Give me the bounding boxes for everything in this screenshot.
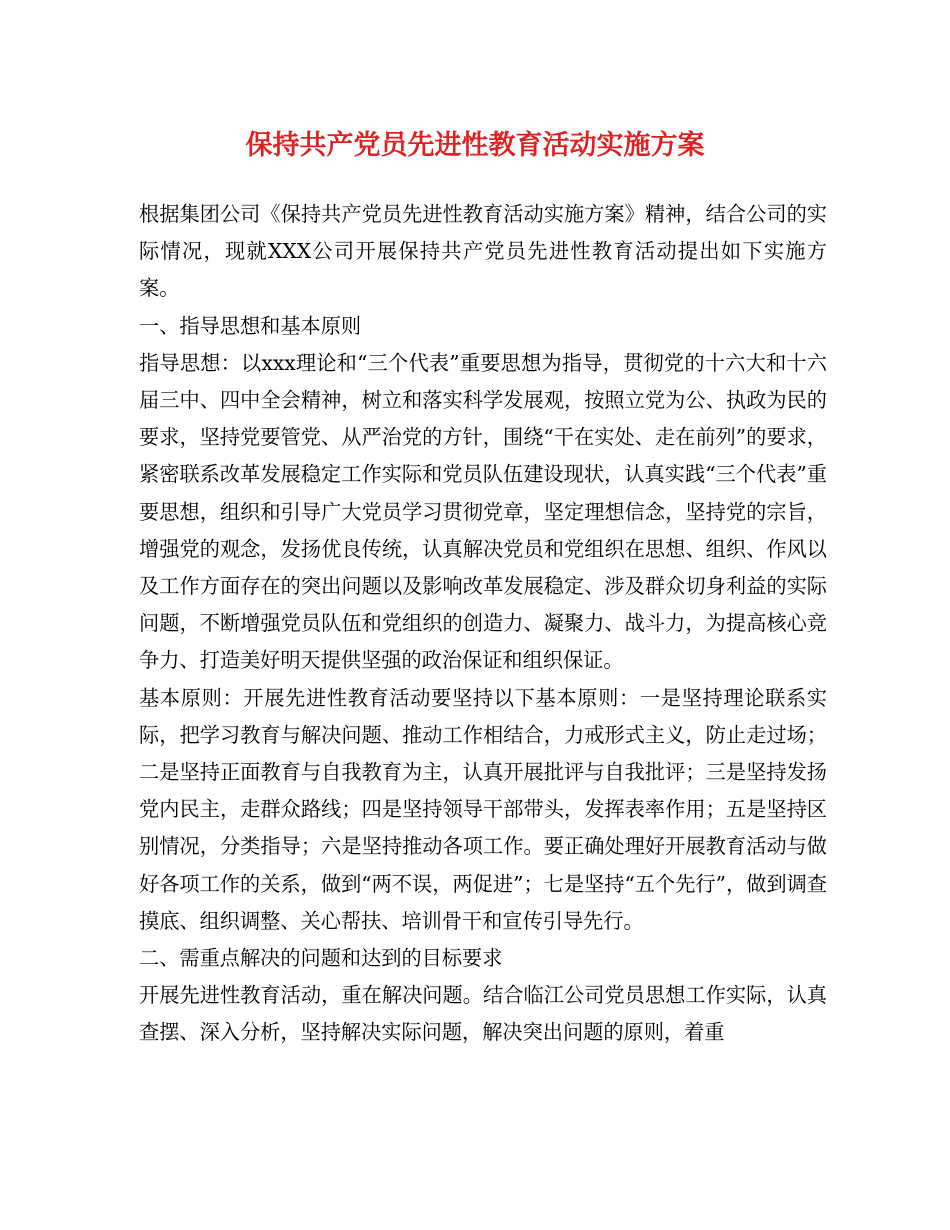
paragraph-basic-principles: 基本原则：开展先进性教育活动要坚持以下基本原则：一是坚持理论联系实际，把学习教育与解决问题、推动工作相结合，力戒形式主义，防止走过场；二是坚持正面教育与自我教育为主，认真开展批评与自我批评；三是坚持发扬党内民主，走群众路线；四是坚持领导干部带头，发挥表率作用；五是坚持区别情况，分类指导；六是坚持推动各项工作。要正确处理好开展教育活动与做好各项工作的关系，做到“两不误，两促进”；七是坚持“五个先行”，做到调查摸底、组织调整、关心帮扶、培训骨干和宣传引导先行。 (139, 685, 827, 933)
section-heading-1: 一、指导思想和基本原则 (139, 313, 362, 338)
paragraph-key-issues: 开展先进性教育活动，重在解决问题。结合临江公司党员思想工作实际，认真查摆、深入分析，坚持解决实际问题，解决突出问题的原则，着重 (139, 983, 827, 1045)
paragraph-guiding-thought: 指导思想：以xxx理论和“三个代表”重要思想为指导，贯彻党的十六大和十六届三中、四中全会精神，树立和落实科学发展观，按照立党为公、执政为民的要求，坚持党要管党、从严治党的方针，围绕“干在实处、走在前列”的要求，紧密联系改革发展稳定工作实际和党员队伍建设现状，认真实践“三个代表”重要思想，组织和引导广大党员学习贯彻党章，坚定理想信念，坚持党的宗旨，增强党的观念，发扬优良传统，认真解决党员和党组织在思想、组织、作风以及工作方面存在的突出问题以及影响改革发展稳定、涉及群众切身利益的实际问题，不断增强党员队伍和党组织的创造力、凝聚力、战斗力，为提高核心竞争力、打造美好明天提供坚强的政治保证和组织保证。 (139, 350, 827, 673)
document-title: 保持共产党员先进性教育活动实施方案 (245, 130, 705, 161)
document-body (139, 196, 827, 1052)
section-heading-2: 二、需重点解决的问题和达到的目标要求 (139, 946, 503, 971)
paragraph-intro: 根据集团公司《保持共产党员先进性教育活动实施方案》精神，结合公司的实际情况，现就XXX公司开展保持共产党员先进性教育活动提出如下实施方案。 (139, 202, 827, 301)
